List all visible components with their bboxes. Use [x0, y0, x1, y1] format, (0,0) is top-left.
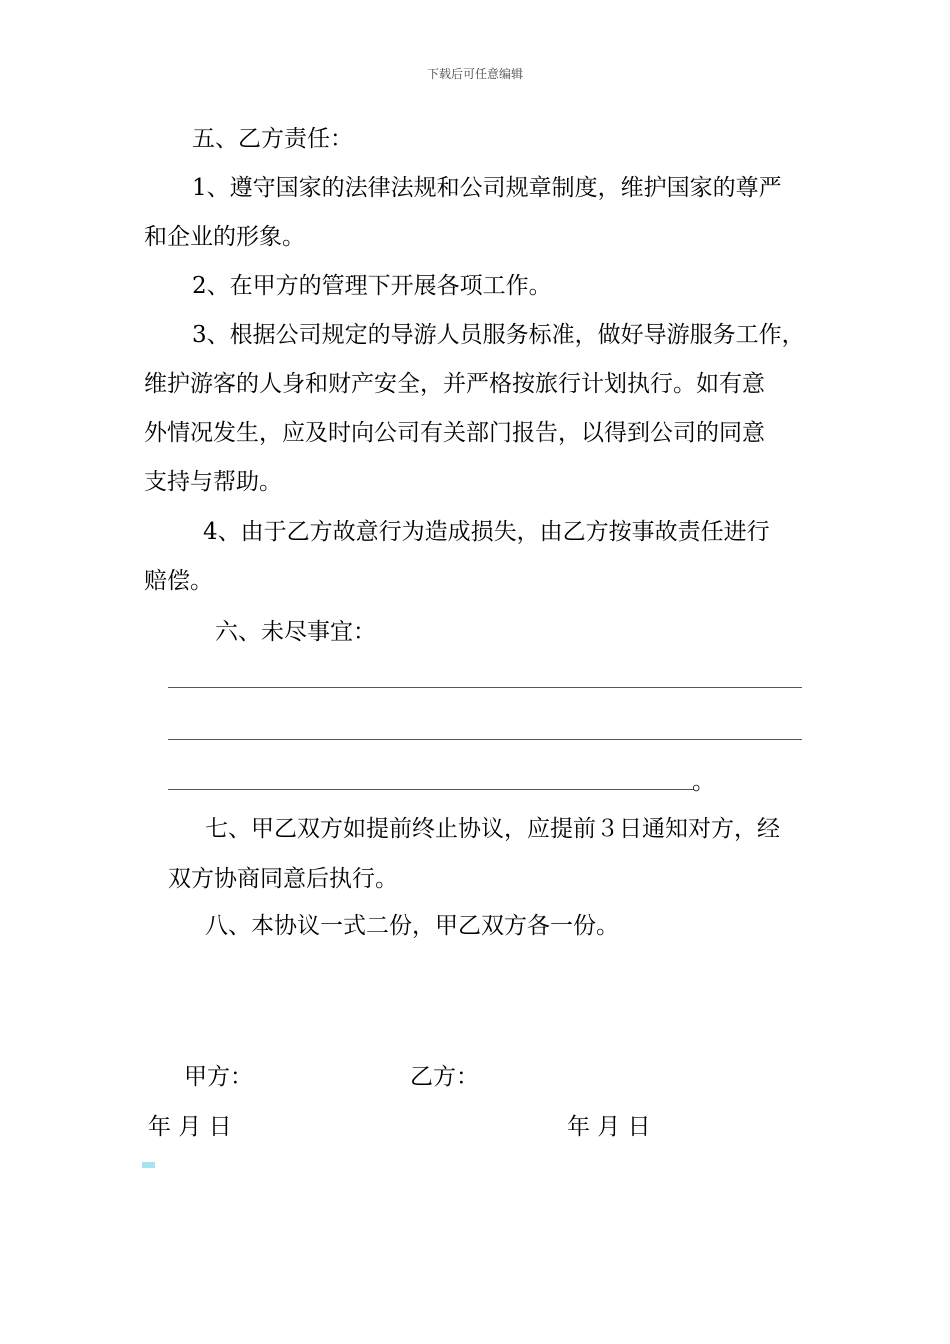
- section-5-item-3-line-1: 3、根据公司规定的导游人员服务标准，做好导游服务工作，: [192, 322, 805, 348]
- section-5-item-4-line-2: 赔偿。: [144, 568, 213, 594]
- section-5-item-1-line-2: 和企业的形象。: [144, 224, 305, 250]
- section-5-title: 五、乙方责任：: [192, 126, 353, 152]
- section-5-item-4-line-1: 4、由于乙方故意行为造成损失，由乙方按事故责任进行: [203, 519, 770, 545]
- section-5-item-3-line-4: 支持与帮助。: [144, 469, 282, 495]
- fill-in-line-1: [168, 687, 802, 688]
- section-5-item-2: 2、在甲方的管理下开展各项工作。: [192, 273, 552, 299]
- section-7-line-1: 七、甲乙双方如提前终止协议，应提前３日通知对方，经: [205, 816, 780, 842]
- page-header: 下载后可任意编辑: [426, 67, 523, 81]
- party-b-label: 乙方：: [410, 1064, 479, 1090]
- section-5-item-3-line-2: 维护游客的人身和财产安全，并严格按旅行计划执行。如有意: [144, 371, 765, 397]
- section-8-line-1: 八、本协议一式二份，甲乙双方各一份。: [205, 913, 619, 939]
- party-b-date: 年 月 日: [567, 1114, 651, 1140]
- section-6-title: 六、未尽事宜：: [215, 619, 376, 645]
- section-5-item-3-line-3: 外情况发生，应及时向公司有关部门报告，以得到公司的同意: [144, 420, 765, 446]
- section-7-line-2: 双方协商同意后执行。: [168, 866, 398, 892]
- fill-in-line-3: [168, 789, 694, 790]
- party-a-label: 甲方：: [184, 1064, 253, 1090]
- cursor-marker: [142, 1162, 155, 1168]
- fill-in-line-2: [168, 739, 802, 740]
- section-5-item-1-line-1: 1、遵守国家的法律法规和公司规章制度，维护国家的尊严: [192, 175, 782, 201]
- fill-in-end-period: 。: [692, 769, 715, 795]
- party-a-date: 年 月 日: [148, 1114, 232, 1140]
